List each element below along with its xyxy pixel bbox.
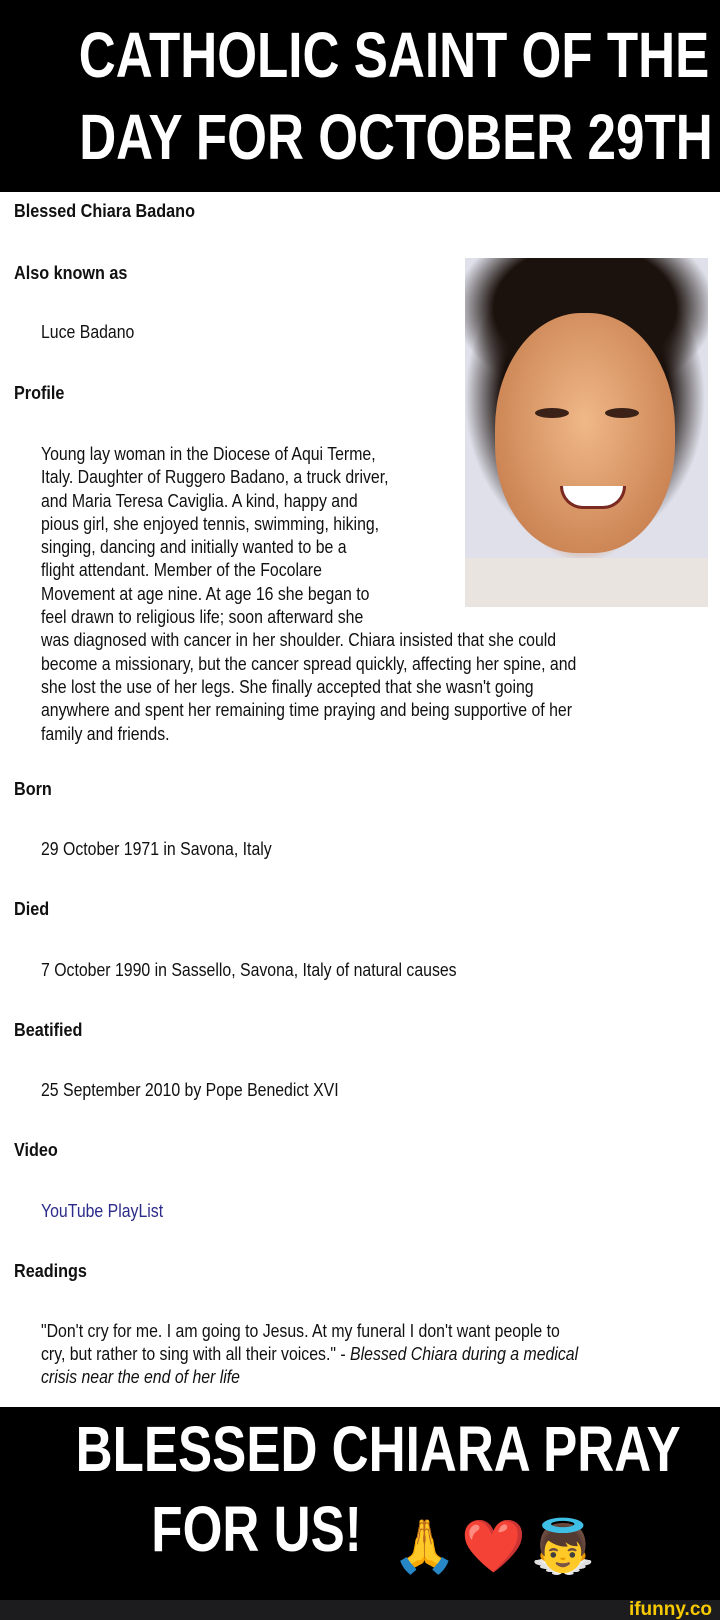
saint-name: Blessed Chiara Badano [14, 201, 195, 221]
aka-value: Luce Badano [41, 322, 135, 342]
banner-title-line1: CATHOLIC SAINT OF THE [78, 19, 710, 91]
profile-line: feel drawn to religious life; soon afterward she [41, 607, 364, 628]
beatified-label: Beatified [14, 1020, 83, 1040]
prayer-line1: BLESSED CHIARA PRAY [75, 1413, 681, 1485]
profile-line: and Maria Teresa Caviglia. A kind, happy and [41, 490, 358, 511]
angel-icon: 👼 [530, 1518, 596, 1577]
heart-icon: ❤️ [461, 1518, 527, 1577]
quote-attribution: Blessed Chiara during a medical [350, 1344, 579, 1364]
profile-line: Young lay woman in the Diocese of Aqui Terme, [41, 444, 376, 464]
quote-attribution: crisis near the end of her life [41, 1367, 240, 1387]
aka-label: Also known as [14, 263, 128, 283]
profile-line: flight attendant. Member of the Focolare [41, 560, 322, 581]
profile-line: anywhere and spent her remaining time praying and being supportive of her [41, 700, 572, 721]
watermark-bar [0, 1600, 720, 1620]
prayer-line2: FOR US! [150, 1493, 362, 1565]
quote-text: cry, but rather to sing with all their voices." - [41, 1344, 351, 1364]
profile-line: pious girl, she enjoyed tennis, swimming, hiking, [41, 513, 380, 534]
banner-title-line2: DAY FOR OCTOBER 29TH [79, 101, 713, 173]
reading-quote [41, 1320, 651, 1389]
profile-line: she lost the use of her legs. She finally accepted that she wasn't going [41, 676, 534, 697]
readings-label: Readings [14, 1261, 87, 1281]
died-label: Died [14, 899, 50, 919]
profile-line: Movement at age nine. At age 16 she began to [41, 583, 370, 604]
video-label: Video [14, 1140, 58, 1160]
youtube-playlist-link[interactable]: YouTube PlayList [41, 1201, 164, 1221]
profile-label: Profile [14, 383, 65, 403]
profile-line: family and friends. [41, 723, 170, 744]
beatified-value: 25 September 2010 by Pope Benedict XVI [41, 1080, 339, 1100]
prayer-banner [0, 1407, 720, 1600]
ifunny-logo: ifunny.co [628, 1599, 712, 1620]
praying-hands-icon: 🙏 [392, 1518, 457, 1577]
quote-line [41, 1343, 578, 1366]
born-label: Born [14, 779, 52, 799]
died-value: 7 October 1990 in Sassello, Savona, Italy of natural causes [41, 960, 457, 980]
quote-line: "Don't cry for me. I am going to Jesus. At my funeral I don't want people to [41, 1321, 560, 1341]
profile-line: become a missionary, but the cancer spread quickly, affecting her spine, and [41, 653, 577, 674]
profile-line: singing, dancing and initially wanted to be a [41, 537, 347, 558]
born-value: 29 October 1971 in Savona, Italy [41, 839, 272, 859]
title-banner [0, 0, 720, 192]
quote-line [41, 1366, 578, 1389]
profile-line: was diagnosed with cancer in her shoulder. Chiara insisted that she could [41, 630, 557, 651]
profile-line: Italy. Daughter of Ruggero Badano, a truck driver, [41, 467, 389, 488]
profile-text [41, 443, 649, 746]
